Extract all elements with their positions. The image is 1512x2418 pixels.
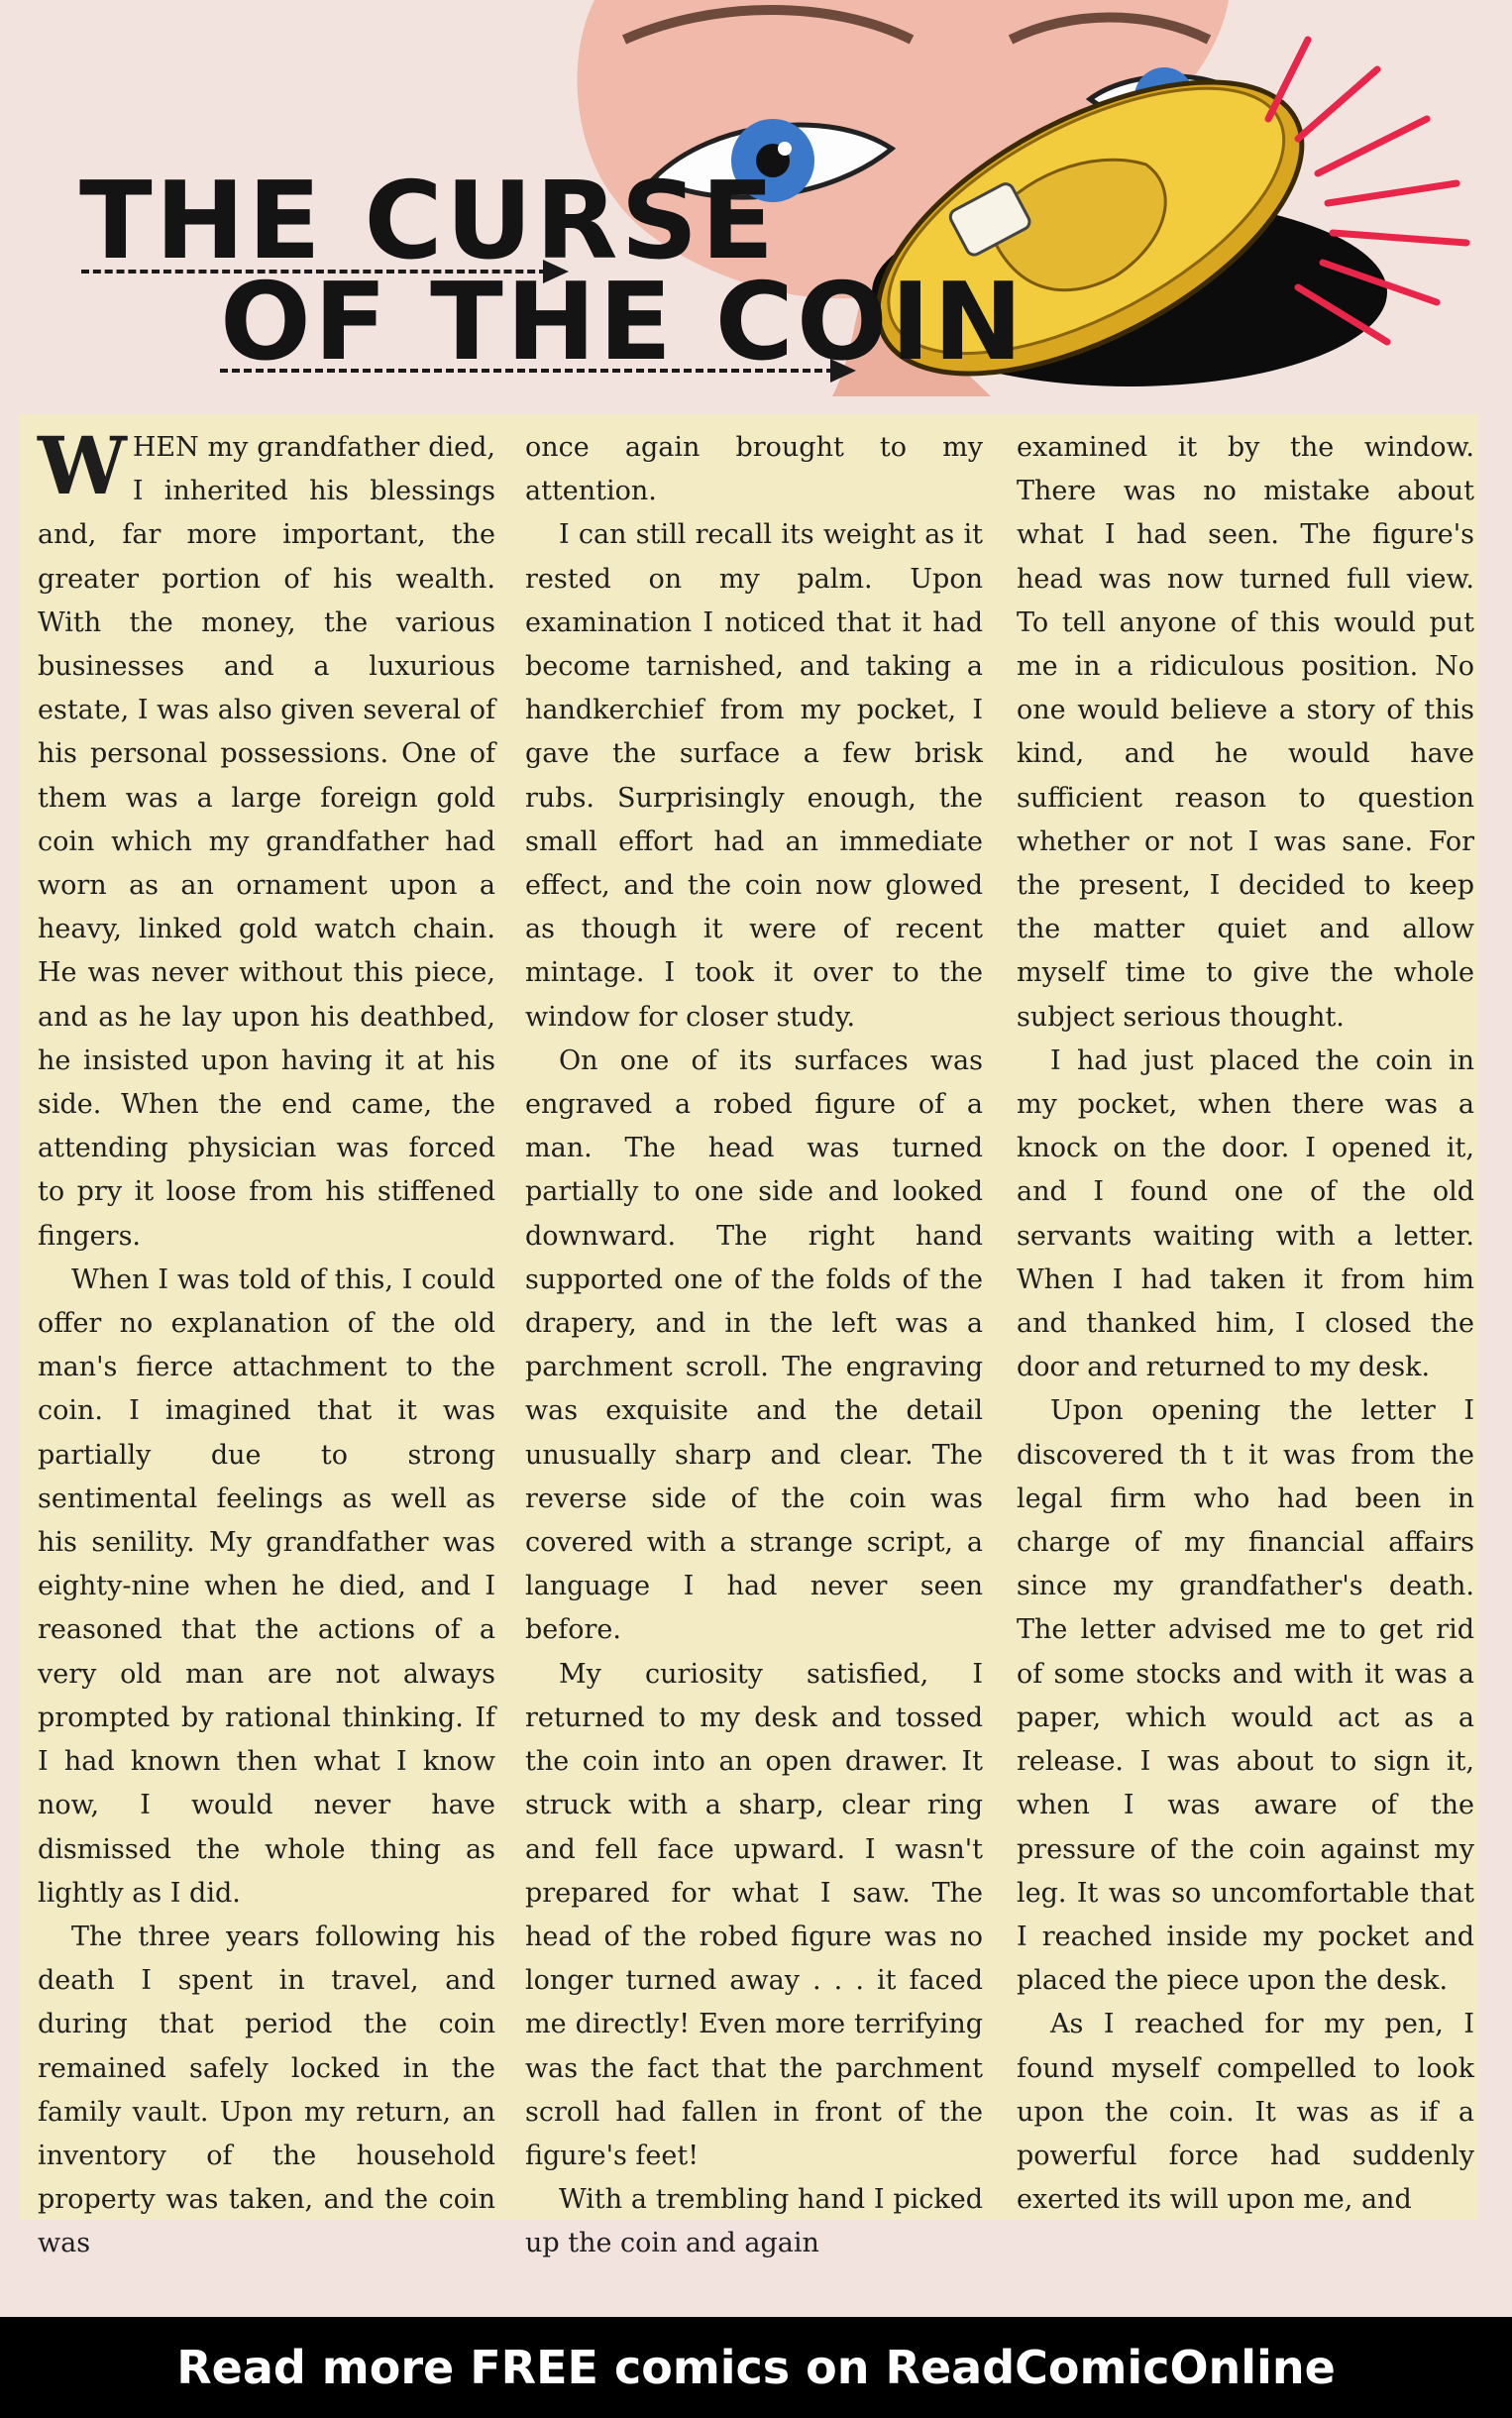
- story-paragraph: On one of its surfaces was engraved a robed figure of a man. The head was turned partially to one side and looked downward. The right hand supported one of the folds of the drapery, and in the left was a parchment scroll. The engraving was exquisite and the detail unusually sharp and clear. The reverse side of the coin was covered with a strange script, a language I had never seen before.: [525, 1044, 983, 1646]
- story-text-panel: [20, 414, 1478, 2259]
- story-paragraph: I can still recall its weight as it rested on my palm. Upon examination I noticed that it had become tarnished, and taking a handkerchief from my pocket, I gave the surface a few brisk rubs. Surprisingly enough, the small effort had an immediate effect, and the coin now glowed as though it were of recent mintage. I took it over to the window for closer study.: [525, 519, 983, 1033]
- story-paragraph: The three years following his death I spent in travel, and during that period the coin remained safely locked in the family vault. Upon my return, an inventory of the household property was taken, and the coin was: [38, 1921, 495, 2259]
- story-paragraph: My curiosity satisfied, I returned to my desk and tossed the coin into an open drawer. It struck with a sharp, clear ring and fell face upward. I wasn't prepared for what I saw. The head of the robed figure was no longer turned away . . . it faced me directly! Even more terrifying was the fact that the parchment scroll had fallen in front of the figure's feet!: [525, 1658, 983, 2171]
- story-paragraph: examined it by the window. There was no mistake about what I had seen. The figure's head was now turned full view. To tell anyone of this would put me in a ridiculous position. No one would believe a story of this kind, and he would have sufficient reason to question whether or not I was sane. For the present, I decided to keep the matter quiet and allow myself time to give the whole subject serious thought.: [1017, 432, 1474, 1033]
- story-paragraph: As I reached for my pen, I found myself compelled to look upon the coin. It was as if a powerful force had suddenly exerted its will upon me, and: [1017, 2009, 1474, 2216]
- story-paragraph: [38, 414, 495, 1259]
- story-paragraph: When I was told of this, I could offer no explanation of the old man's fierce attachment to the coin. I imagined that it was partially due to strong sentimental feelings as well as his senility. My grandfather was eighty-nine when he died, and I reasoned that the actions of a very old man are not always prompted by rational thinking. If I had known then what I know now, I would never have dismissed the whole thing as lightly as I did.: [38, 1264, 495, 1909]
- title-dashed-rule-2: [220, 369, 834, 373]
- story-paragraph: I had just placed the coin in my pocket, when there was a knock on the door. I opened it, and I found one of the old servants waiting with a letter. When I had taken it from him and thanked him, I closed the door and returned to my desk.: [1017, 1044, 1474, 1383]
- story-paragraph: once again brought to my attention.: [525, 432, 983, 507]
- story-paragraph: Upon opening the letter I discovered th t it was from the legal firm who had been in charge of my financial affairs since my grandfather's death. The letter advised me to get rid of some stocks and with it was a paper, which would act as a release. I was about to sign it, when I was aware of the pressure of the coin against my leg. It was so uncomfortable that I reached inside my pocket and placed the piece upon the desk.: [1017, 1395, 1474, 1997]
- story-column-3: [1017, 414, 1474, 2220]
- title-arrow-2: [830, 359, 856, 383]
- story-paragraph: With a trembling hand I picked up the coin and again: [525, 2184, 983, 2259]
- story-column-2: [525, 414, 983, 2259]
- title-line-1: THE CURSE: [79, 160, 778, 283]
- story-column-1: [38, 414, 495, 2259]
- promo-banner[interactable]: Read more FREE comics on ReadComicOnline: [0, 2317, 1512, 2418]
- story-header: [0, 0, 1512, 426]
- left-eye-glint: [778, 142, 792, 156]
- title-line-2: OF THE COIN: [220, 261, 1026, 385]
- paragraph-text: HEN my grandfather died, I inherited his blessings and, far more important, the greater portion of his wealth. With the money, the various businesses and a luxurious estate, I was also given several of his personal possessions. One of them was a large foreign gold coin which my grandfather had worn as an ornament upon a heavy, linked gold watch chain. He was never without this piece, and as he lay upon his deathbed, he insisted upon having it at his side. When the end came, the attending physician was forced to pry it loose from his stiffened fingers.: [38, 432, 495, 1252]
- drop-cap: W: [38, 419, 127, 512]
